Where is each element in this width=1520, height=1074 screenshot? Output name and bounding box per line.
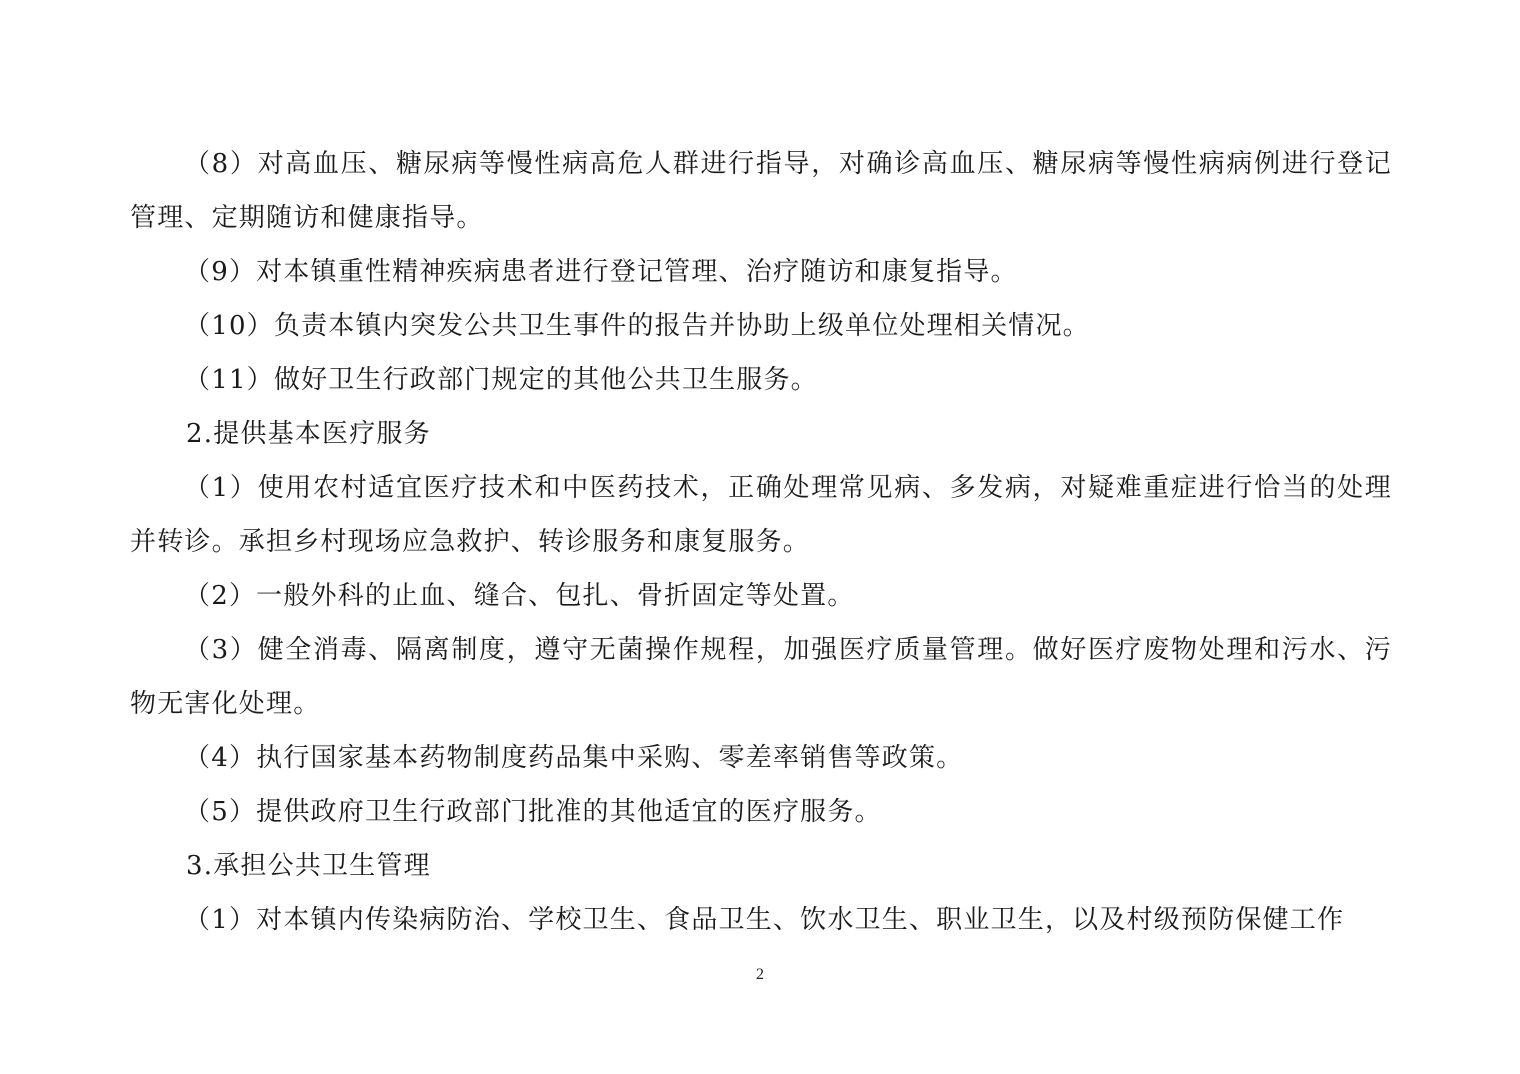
paragraph-medical-item-4: （4）执行国家基本药物制度药品集中采购、零差率销售等政策。 (184, 743, 964, 773)
paragraph-item-8: （8）对高血压、糖尿病等慢性病高危人群进行指导，对确诊高血压、糖尿病等慢性病病例进行登记管理、定期随访和健康指导。 (130, 149, 1392, 233)
paragraph-medical-item-2: （2）一般外科的止血、缝合、包扎、骨折固定等处置。 (184, 581, 855, 611)
section-heading-basic-medical-services: 2.提供基本医疗服务 (186, 419, 431, 449)
paragraph-item-11: （11）做好卫生行政部门规定的其他公共卫生服务。 (184, 365, 818, 395)
paragraph-item-10: （10）负责本镇内突发公共卫生事件的报告并协助上级单位处理相关情况。 (184, 311, 1090, 341)
document-body (130, 137, 1392, 947)
paragraph-medical-item-3: （3）健全消毒、隔离制度，遵守无菌操作规程，加强医疗质量管理。做好医疗废物处理和污水、污物无害化处理。 (130, 635, 1392, 719)
paragraph-management-item-1: （1）对本镇内传染病防治、学校卫生、食品卫生、饮水卫生、职业卫生，以及村级预防保健工作 (184, 905, 1345, 935)
paragraph-medical-item-1: （1）使用农村适宜医疗技术和中医药技术，正确处理常见病、多发病，对疑难重症进行恰当的处理并转诊。承担乡村现场应急救护、转诊服务和康复服务。 (130, 473, 1392, 557)
page-number: 2 (756, 966, 764, 983)
section-heading-public-health-management: 3.承担公共卫生管理 (186, 851, 431, 881)
paragraph-medical-item-5: （5）提供政府卫生行政部门批准的其他适宜的医疗服务。 (184, 797, 882, 827)
paragraph-item-9: （9）对本镇重性精神疾病患者进行登记管理、治疗随访和康复指导。 (184, 257, 1018, 287)
